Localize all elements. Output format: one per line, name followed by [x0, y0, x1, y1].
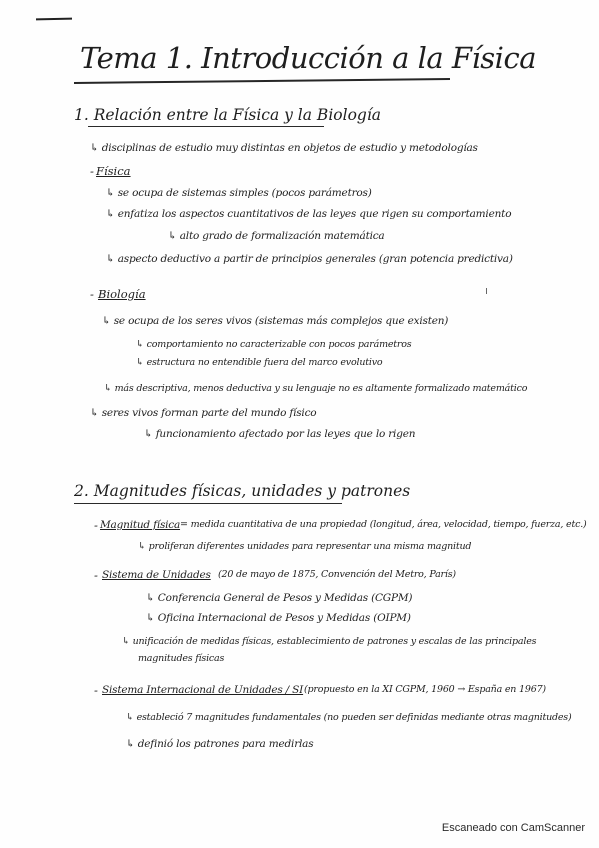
sistema-unification-line-2: magnitudes físicas — [138, 653, 225, 664]
si-definition: (propuesto en la XI CGPM, 1960 → España en 1967) — [304, 684, 546, 695]
title-underline — [74, 78, 450, 84]
magnitud-subitem: ↳ proliferan diferentes unidades para representar una misma magnitud — [138, 541, 472, 552]
biologia-bullet: - — [90, 287, 94, 301]
sistema-item-2: ↳ Oficina Internacional de Pesos y Medidas (OIPM) — [146, 612, 411, 624]
fisica-item-3: ↳ alto grado de formalización matemática — [168, 230, 385, 242]
fisica-item-2: ↳ enfatiza los aspectos cuantitativos de las leyes que rigen su comportamiento — [106, 208, 512, 220]
si-item-2: ↳ definió los patrones para medirlas — [126, 738, 314, 750]
sistema-unification-line-1: ↳ unificación de medidas físicas, establecimiento de patrones y escalas de las principales — [122, 636, 537, 647]
biologia-item-5: ↳ seres vivos forman parte del mundo físico — [90, 407, 317, 419]
sistema-definition: (20 de mayo de 1875, Convención del Metro, París) — [218, 569, 456, 580]
biologia-item-2: ↳ comportamiento no caracterizable con pocos parámetros — [136, 339, 412, 350]
sistema-bullet: - — [94, 568, 98, 582]
si-label: Sistema Internacional de Unidades / SI — [102, 684, 304, 696]
fisica-item-4: ↳ aspecto deductivo a partir de principios generales (gran potencia predictiva) — [106, 253, 513, 265]
si-bullet: - — [94, 683, 98, 697]
biologia-label: Biología — [98, 287, 146, 301]
biologia-item-6: ↳ funcionamiento afectado por las leyes que lo rigen — [144, 428, 416, 440]
sistema-item-1: ↳ Conferencia General de Pesos y Medidas (CGPM) — [146, 592, 413, 604]
top-dash-mark — [36, 18, 72, 21]
section-1-underline — [88, 126, 324, 127]
scanner-watermark: Escaneado con CamScanner — [441, 822, 585, 834]
page-title: Tema 1. Introducción a la Física — [80, 41, 536, 75]
section-2-underline — [74, 503, 342, 504]
margin-tick-mark — [486, 288, 487, 294]
fisica-item-1: ↳ se ocupa de sistemas simples (pocos parámetros) — [106, 187, 372, 199]
biologia-item-1: ↳ se ocupa de los seres vivos (sistemas más complejos que existen) — [102, 315, 449, 327]
section-1-intro: ↳ disciplinas de estudio muy distintas en objetos de estudio y metodologías — [90, 142, 478, 154]
si-item-1: ↳ estableció 7 magnitudes fundamentales (no pueden ser definidas mediante otras magnitudes) — [126, 712, 572, 723]
fisica-label: Física — [96, 164, 131, 178]
magnitud-definition: = medida cuantitativa de una propiedad (longitud, área, velocidad, tiempo, fuerza, etc.) — [180, 519, 587, 530]
fisica-bullet: - — [90, 164, 94, 178]
biologia-item-4: ↳ más descriptiva, menos deductiva y su lenguaje no es altamente formalizado matemático — [104, 383, 528, 394]
sistema-label: Sistema de Unidades — [102, 569, 211, 581]
magnitud-bullet: - — [94, 518, 98, 532]
magnitud-label: Magnitud física — [100, 519, 181, 531]
biologia-item-3: ↳ estructura no entendible fuera del marco evolutivo — [136, 357, 383, 368]
section-1-heading: 1. Relación entre la Física y la Biología — [74, 106, 382, 124]
section-2-heading: 2. Magnitudes físicas, unidades y patrones — [74, 482, 411, 500]
